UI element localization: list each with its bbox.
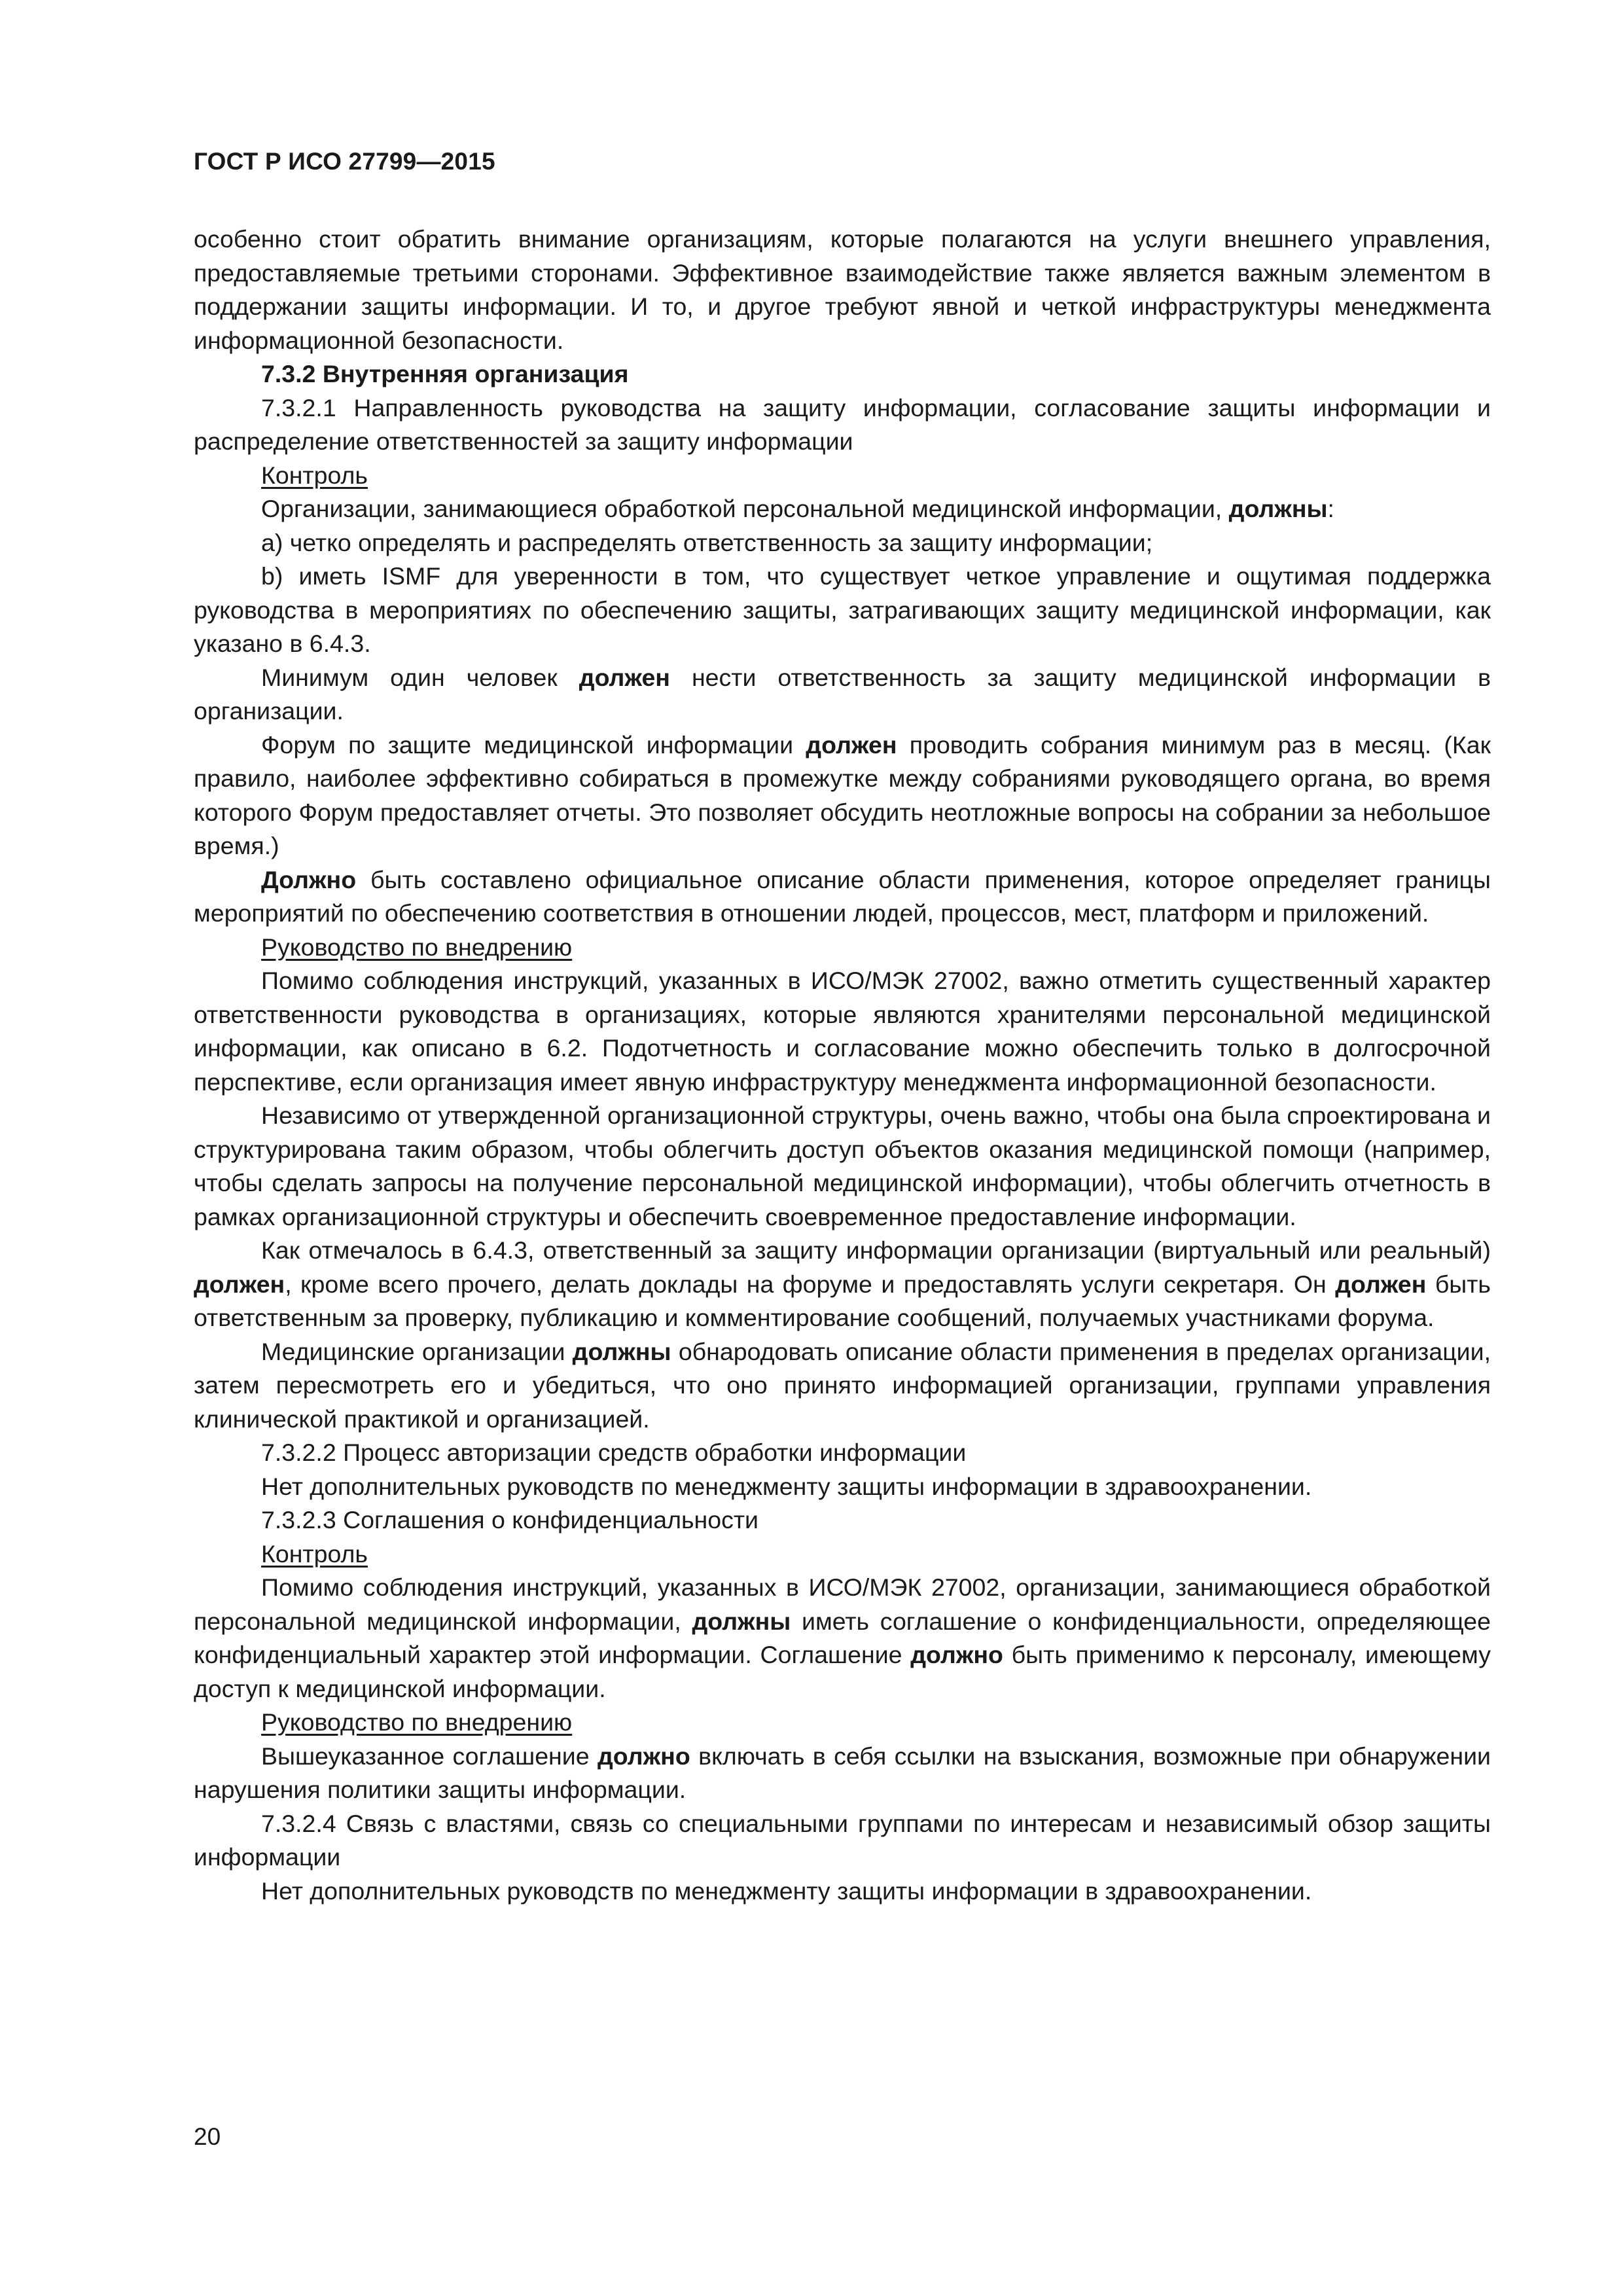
text-run: , кроме всего прочего, делать доклады на форуме и предоставлять услуги секретаря. Он — [285, 1270, 1336, 1298]
text-run: Организации, занимающиеся обработкой персональной медицинской информации, — [261, 495, 1229, 522]
page-number: 20 — [194, 2123, 221, 2150]
paragraph-no-additional-guidance: Нет дополнительных руководств по менеджменту защиты информации в здравоохранении. — [261, 1472, 1312, 1500]
label-implementation-guidance — [194, 931, 1491, 965]
paragraph-minimum-one-person — [194, 661, 1491, 728]
text-run: быть применимо к персоналу, имеющему доступ к медицинской информации. — [194, 1641, 1491, 1702]
paragraph-forum — [194, 728, 1491, 863]
section-heading-7-3-2 — [194, 357, 1491, 391]
label-implementation-guidance — [194, 1706, 1491, 1740]
paragraph-organizations-must — [194, 492, 1491, 526]
page-body — [194, 223, 1491, 1908]
subsection-heading-7-3-2-2: 7.3.2.2 Процесс авторизации средств обработки информации — [261, 1439, 967, 1466]
bold-run: Должно — [261, 865, 357, 893]
label-control-text: Контроль — [261, 1539, 368, 1568]
subsection-heading-7-3-2-3: 7.3.2.3 Соглашения о конфиденциальности — [261, 1506, 758, 1534]
subsection-heading-7-3-2-1: 7.3.2.1 Направленность руководства на защиту информации, согласование защиты информации и распределение ответственностей за защиту информации — [194, 393, 1491, 455]
paragraph-scope — [194, 863, 1491, 931]
label-guidance-text: Руководство по внедрению — [261, 933, 573, 961]
document-header: ГОСТ Р ИСО 27799—2015 — [194, 148, 495, 175]
text-run: иметь соглашение о конфиденциальности, определяющее конфиденциальный характер этой информации. Соглашение — [194, 1607, 1491, 1668]
text-run: Помимо соблюдения инструкций, указанных в ИСО/МЭК 27002, организации, занимающиеся обработкой персональной медицинской информации, — [194, 1573, 1491, 1635]
bold-run: должен — [1335, 1270, 1427, 1298]
text-run: быть составлено официальное описание области применения, которое определяет границы мероприятий по обеспечению соответствия в отношении людей, процессов, мест, платформ и приложений. — [194, 865, 1491, 927]
section-heading-text: 7.3.2 Внутренняя организация — [261, 360, 629, 387]
bold-run: должен — [579, 663, 670, 691]
text-run: нести ответственность за защиту медицинской информации в организации. — [194, 663, 1491, 725]
paragraph-structure: Независимо от утвержденной организационной структуры, очень важно, чтобы она была спроектирована и структурирована таким образом, чтобы облегчить доступ объектов оказания медицинской помощи (например, чтобы сделать запросы на получение персональной медицинской информации), чтобы облегчить отчетность в рамках организационной структуры и обеспечить своевременное предоставление информации. — [194, 1102, 1491, 1230]
text-run: обнародовать описание области применения в пределах организации, затем пересмотреть его и убедиться, что оно принято информацией организации, группами управления клинической практикой и организацией. — [194, 1337, 1491, 1433]
bold-run: должны — [572, 1337, 671, 1365]
label-control — [194, 1537, 1491, 1571]
text-run: проводить собрания минимум раз в месяц. (Как правило, наиболее эффективно собираться в промежутке между собраниями руководящего органа, во время которого Форум предоставляет отчеты. Это позволяет обсудить неотложные вопросы на собрании за небольшое время.) — [194, 730, 1491, 859]
text-run: Медицинские организации — [261, 1337, 573, 1365]
label-control — [194, 459, 1491, 493]
paragraph-intro: особенно стоит обратить внимание организациям, которые полагаются на услуги внешнего управления, предоставляемые третьими сторонами. Эффективное взаимодействие также является важным элементом в поддержании защиты информации. И то, и другое требуют явной и четкой инфраструктуры менеджмента информационной безопасности. — [194, 225, 1491, 354]
bold-run: должны — [1228, 495, 1328, 522]
text-run: Как отмечалось в 6.4.3, ответственный за защиту информации организации (виртуальный или реальный) — [261, 1236, 1491, 1264]
list-item-a: а) четко определять и распределять ответственность за защиту информации; — [261, 528, 1153, 556]
bold-run: должен — [806, 730, 897, 759]
subsection-heading-7-3-2-4: 7.3.2.4 Связь с властями, связь со специальными группами по интересам и независимый обзор защиты информации — [194, 1809, 1491, 1871]
bold-run: должен — [194, 1270, 285, 1298]
list-item-b: b) иметь ISMF для уверенности в том, что существует четкое управление и ощутимая поддержка руководства в мероприятиях по обеспечению защиты, затрагивающих защиту медицинской информации, как указано в 6.4.3. — [194, 562, 1491, 657]
label-control-text: Контроль — [261, 461, 368, 489]
paragraph-sanctions — [194, 1740, 1491, 1807]
text-run: Форум по защите медицинской информации — [261, 730, 806, 759]
paragraph-no-additional-guidance: Нет дополнительных руководств по менеджменту защиты информации в здравоохранении. — [261, 1876, 1312, 1905]
text-run: : — [1327, 495, 1334, 522]
text-run: Минимум один человек — [261, 663, 579, 691]
text-run: включать в себя ссылки на взыскания, возможные при обнаружении нарушения политики защиты информации. — [194, 1742, 1491, 1803]
text-run: Вышеуказанное соглашение — [261, 1742, 597, 1770]
bold-run: должно — [910, 1641, 1003, 1668]
label-guidance-text: Руководство по внедрению — [261, 1708, 573, 1736]
paragraph-confidentiality — [194, 1571, 1491, 1706]
bold-run: должны — [692, 1607, 791, 1635]
text-run: быть ответственным за проверку, публикацию и комментирование сообщений, получаемых участниками форума. — [194, 1270, 1491, 1331]
paragraph-guidance-1: Помимо соблюдения инструкций, указанных в ИСО/МЭК 27002, важно отметить существенный характер ответственности руководства в организациях, которые являются хранителями персональной медицинской информации, как описано в 6.2. Подотчетность и согласование можно обеспечить только в долгосрочной перспективе, если организация имеет явную инфраструктуру менеджмента информационной безопасности. — [194, 967, 1491, 1096]
paragraph-medical-organizations — [194, 1335, 1491, 1437]
bold-run: должно — [597, 1742, 690, 1770]
paragraph-security-officer — [194, 1234, 1491, 1335]
